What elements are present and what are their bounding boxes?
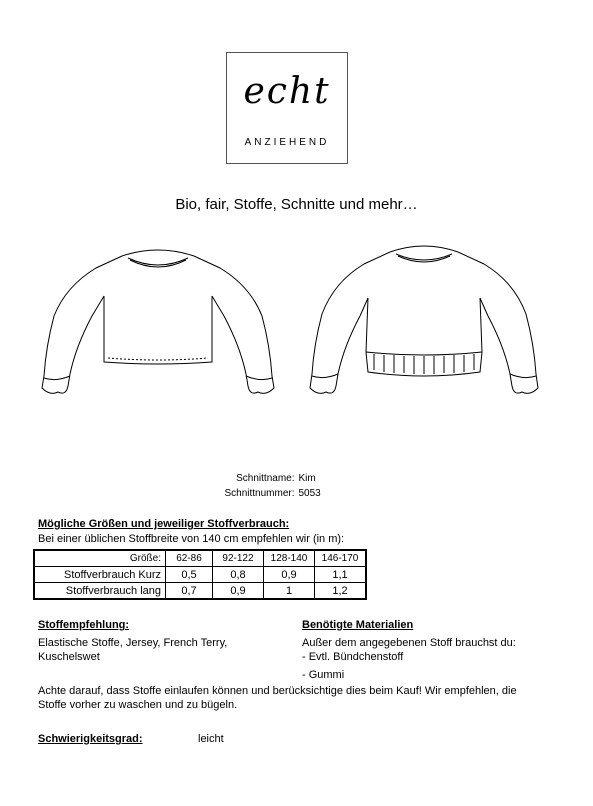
- table-column-header: 92-122: [213, 550, 264, 567]
- table-cell: 0,9: [213, 583, 264, 600]
- materials-heading: Benötigte Materialien: [302, 619, 414, 631]
- table-column-header: 146-170: [315, 550, 367, 567]
- sizes-heading: Mögliche Größen und jeweiliger Stoffverbrauch:: [38, 518, 290, 530]
- logo-subtitle: ANZIEHEND: [244, 137, 330, 148]
- table-cell: 1,1: [315, 567, 367, 583]
- tagline: Bio, fair, Stoffe, Schnitte und mehr…: [175, 196, 418, 213]
- table-row: [34, 583, 366, 600]
- sizes-intro: Bei einer üblichen Stoffbreite von 140 cm empfehlen wir (in m):: [38, 533, 345, 545]
- table-cell: 0,5: [166, 567, 213, 583]
- difficulty-label: Schwierigkeitsgrad:: [38, 733, 143, 745]
- table-cell: 1,2: [315, 583, 367, 600]
- table-header-label: Größe:: [34, 550, 166, 567]
- table-cell: 0,7: [166, 583, 213, 600]
- table-cell: 1: [264, 583, 315, 600]
- sweater-back-icon: [302, 242, 546, 404]
- table-row-label: Stoffverbrauch Kurz: [34, 567, 166, 583]
- table-cell: 0,9: [264, 567, 315, 583]
- logo: [226, 52, 348, 164]
- pattern-name-value: Kim: [298, 473, 316, 484]
- table-cell: 0,8: [213, 567, 264, 583]
- table-column-header: 128-140: [264, 550, 315, 567]
- pattern-number-label: Schnittnummer:: [224, 488, 295, 499]
- sweater-front-icon: [36, 246, 280, 404]
- table-row-label: Stoffverbrauch lang: [34, 583, 166, 600]
- note-line-2: Stoffe vorher zu waschen und zu bügeln.: [38, 699, 238, 711]
- materials-intro: Außer dem angegebenen Stoff brauchst du:: [302, 637, 516, 649]
- pattern-number-value: 5053: [298, 488, 321, 499]
- fabric-line-2: Kuschelswet: [38, 651, 100, 663]
- pattern-name-label: Schnittname:: [236, 473, 295, 484]
- sizes-table: [33, 549, 367, 600]
- fabric-line-1: Elastische Stoffe, Jersey, French Terry,: [38, 637, 228, 649]
- materials-item: - Gummi: [302, 669, 345, 681]
- table-row: [34, 567, 366, 583]
- difficulty-value: leicht: [198, 733, 224, 745]
- materials-item: - Evtl. Bündchenstoff: [302, 651, 404, 663]
- table-row: [34, 550, 366, 567]
- pattern-info: [0, 473, 593, 499]
- table-column-header: 62-86: [166, 550, 213, 567]
- note-line-1: Achte darauf, dass Stoffe einlaufen können und berücksichtige dies beim Kauf! Wir empfehlen, die: [38, 685, 517, 697]
- logo-script: echt: [243, 71, 331, 112]
- fabric-heading: Stoffempfehlung:: [38, 619, 130, 631]
